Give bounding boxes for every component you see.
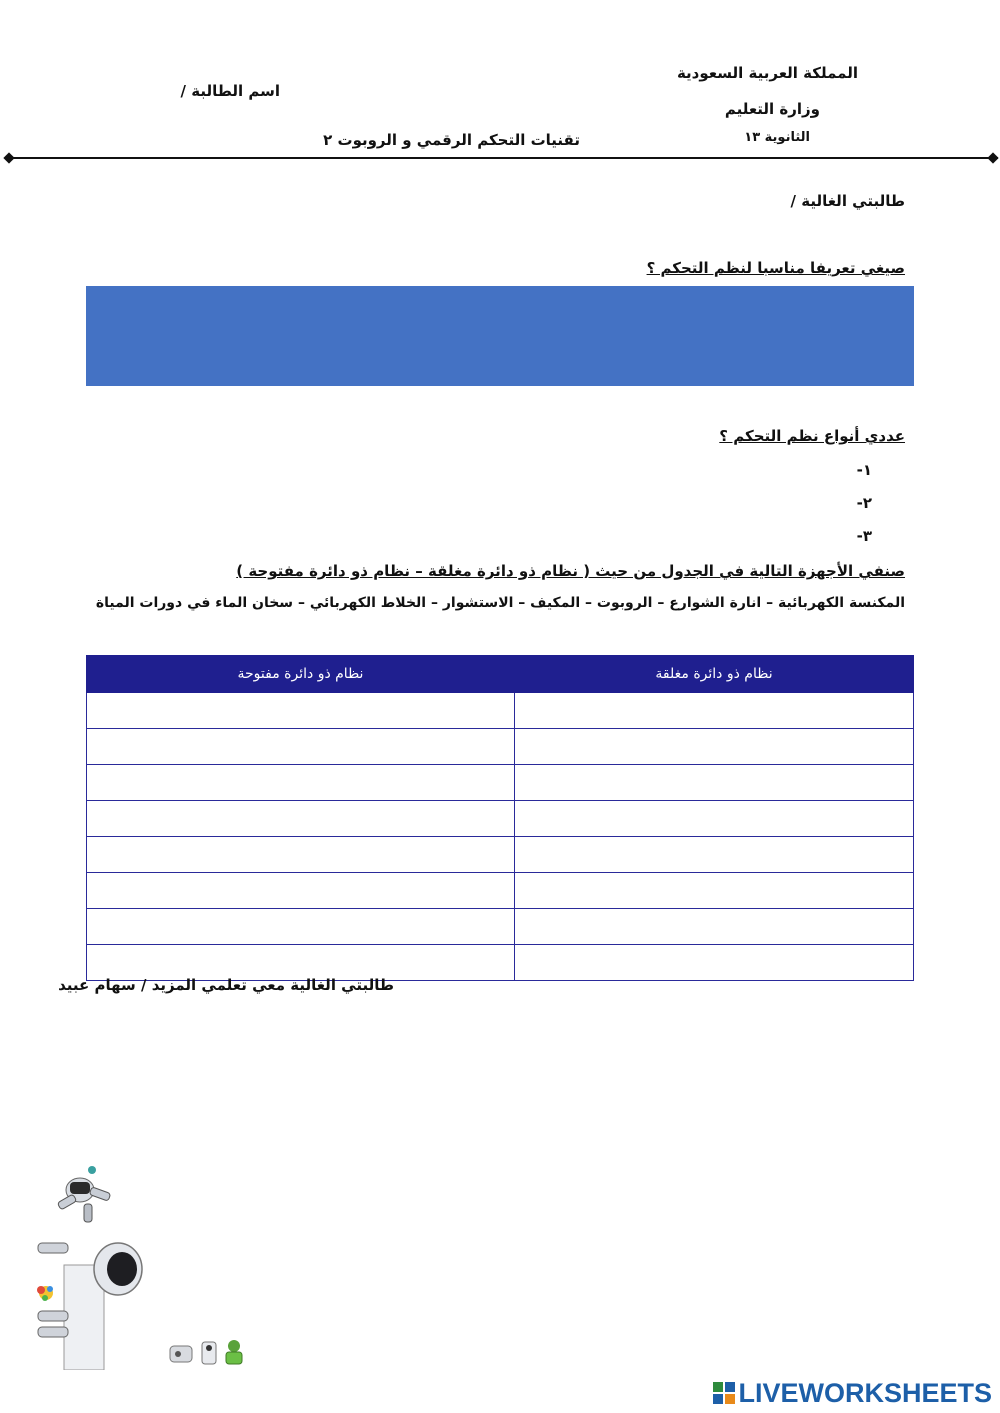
list-item-3: ٣- bbox=[856, 527, 872, 545]
subject-title: تقنيات التحكم الرقمي و الروبوت ٢ bbox=[323, 131, 580, 149]
table-row bbox=[87, 729, 914, 765]
question-1-prompt: صيغي تعريفا مناسبا لنظم التحكم ؟ bbox=[646, 259, 905, 277]
robot-icons-strip bbox=[168, 1336, 248, 1368]
divider-right-diamond bbox=[987, 152, 998, 163]
closed-loop-cell[interactable] bbox=[515, 801, 914, 837]
open-loop-cell[interactable] bbox=[87, 873, 515, 909]
kingdom-title: المملكة العربية السعودية bbox=[676, 64, 858, 82]
table-row bbox=[87, 837, 914, 873]
definition-answer-box[interactable] bbox=[86, 286, 914, 386]
logo-mark-icon bbox=[713, 1382, 735, 1404]
closed-loop-cell[interactable] bbox=[515, 837, 914, 873]
closed-loop-cell[interactable] bbox=[515, 945, 914, 981]
device-list: المكنسة الكهربائية – انارة الشوارع – الروبوت – المكيف – الاستشوار – الخلاط الكهربائي – سخان الماء في دورات المياة bbox=[95, 595, 905, 611]
greeting: طالبتي الغالية / bbox=[790, 192, 905, 210]
table-row bbox=[87, 909, 914, 945]
open-loop-cell[interactable] bbox=[87, 909, 515, 945]
list-item-2: ٢- bbox=[856, 494, 872, 512]
open-loop-cell[interactable] bbox=[87, 801, 515, 837]
ministry-title: وزارة التعليم bbox=[724, 100, 820, 118]
table-header-row bbox=[87, 656, 914, 693]
student-name-label: اسم الطالبة / bbox=[180, 82, 280, 100]
teacher-note: طالبتي الغالية معي تعلمي المزيد / سهام عبيد bbox=[58, 976, 394, 994]
classification-table bbox=[86, 655, 914, 981]
school-name: الثانوية ١٣ bbox=[744, 130, 810, 145]
large-robot-image bbox=[30, 1235, 145, 1370]
liveworksheets-logo bbox=[713, 1378, 992, 1409]
closed-loop-cell[interactable] bbox=[515, 909, 914, 945]
divider-left-diamond bbox=[3, 152, 14, 163]
table-row bbox=[87, 801, 914, 837]
table-row bbox=[87, 765, 914, 801]
question-2-prompt: عددي أنواع نظم التحكم ؟ bbox=[719, 427, 905, 445]
question-3-prompt: صنفي الأجهزة التالية في الجدول من حيث ( نظام ذو دائرة مغلقة – نظام ذو دائرة مفتوحة ) bbox=[236, 562, 905, 580]
header-closed-loop: نظام ذو دائرة مغلقة bbox=[515, 656, 914, 693]
table-row bbox=[87, 693, 914, 729]
list-item-1: ١- bbox=[856, 461, 872, 479]
closed-loop-cell[interactable] bbox=[515, 765, 914, 801]
closed-loop-cell[interactable] bbox=[515, 693, 914, 729]
header-open-loop: نظام ذو دائرة مفتوحة bbox=[87, 656, 515, 693]
open-loop-cell[interactable] bbox=[87, 765, 515, 801]
closed-loop-cell[interactable] bbox=[515, 873, 914, 909]
header-divider bbox=[8, 157, 998, 159]
table-row bbox=[87, 873, 914, 909]
open-loop-cell[interactable] bbox=[87, 693, 515, 729]
open-loop-cell[interactable] bbox=[87, 837, 515, 873]
closed-loop-cell[interactable] bbox=[515, 729, 914, 765]
brand-name: LIVEWORKSHEETS bbox=[738, 1378, 992, 1408]
small-robot-image bbox=[50, 1160, 125, 1230]
open-loop-cell[interactable] bbox=[87, 729, 515, 765]
